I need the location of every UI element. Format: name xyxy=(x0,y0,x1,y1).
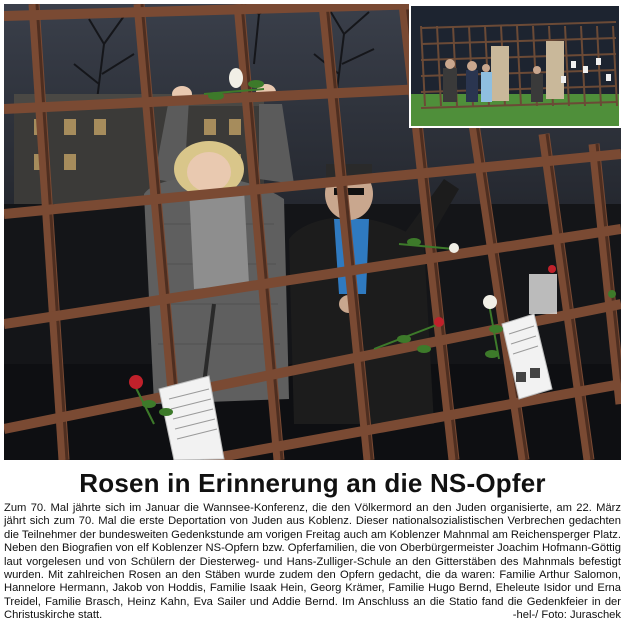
lawn xyxy=(411,94,619,126)
article-body-text: Zum 70. Mal jährte sich im Januar die Wannsee-Konferenz, die den Völkermord an den Juden organisierte, am 22. März jährt sich zum 70. Mal die erste Deportation von Juden aus Koblenz. Dieser nationalsozialistischen Verbrechen gedachten die Teilnehmer der bundesweiten Gedenkstunde am vorigen Freitag auch am Koblenzer Mahnmal am Reichensperger Platz. Neben den Biografien von elf Koblenzer NS-Opfern bzw. Opferfamilien, die von Oberbürgermeister Joachim Hofmann-Göttig laut vorgelesen und von Schülern der Diesterweg- und Hans-Zulliger-Schule an den Gitterstäben des Mahnmals befestigt wurden. Mit zahlreichen Rosen an den Stäben wurde zudem den Opfern gedacht, die da waren: Familie Arthur Salomon, Hannelore Hermann, Jakob von Hoddis, Familie Isaak Hein, Georg Krämer, Familie Hugo Bernd, Eheleute Isidor und Erna Treidel, Familie Brasch, Heinz Kahn, Eva Sailer und Addie Bernd. Im Anschluss an die Statio fand die Gedenkfeier in der Christuskirche statt. xyxy=(4,502,621,622)
inset-photo xyxy=(409,4,621,128)
stone-pillar-left xyxy=(491,46,509,101)
article-body xyxy=(4,502,621,638)
paper-sign-far-right xyxy=(529,274,557,314)
article-headline: Rosen in Erinnerung an die NS-Opfer xyxy=(79,468,546,498)
photo-credit: -hel-/ Foto: Juraschek xyxy=(512,609,621,622)
stone-pillar-right xyxy=(546,41,564,99)
memorial-overview-scene xyxy=(411,6,619,126)
